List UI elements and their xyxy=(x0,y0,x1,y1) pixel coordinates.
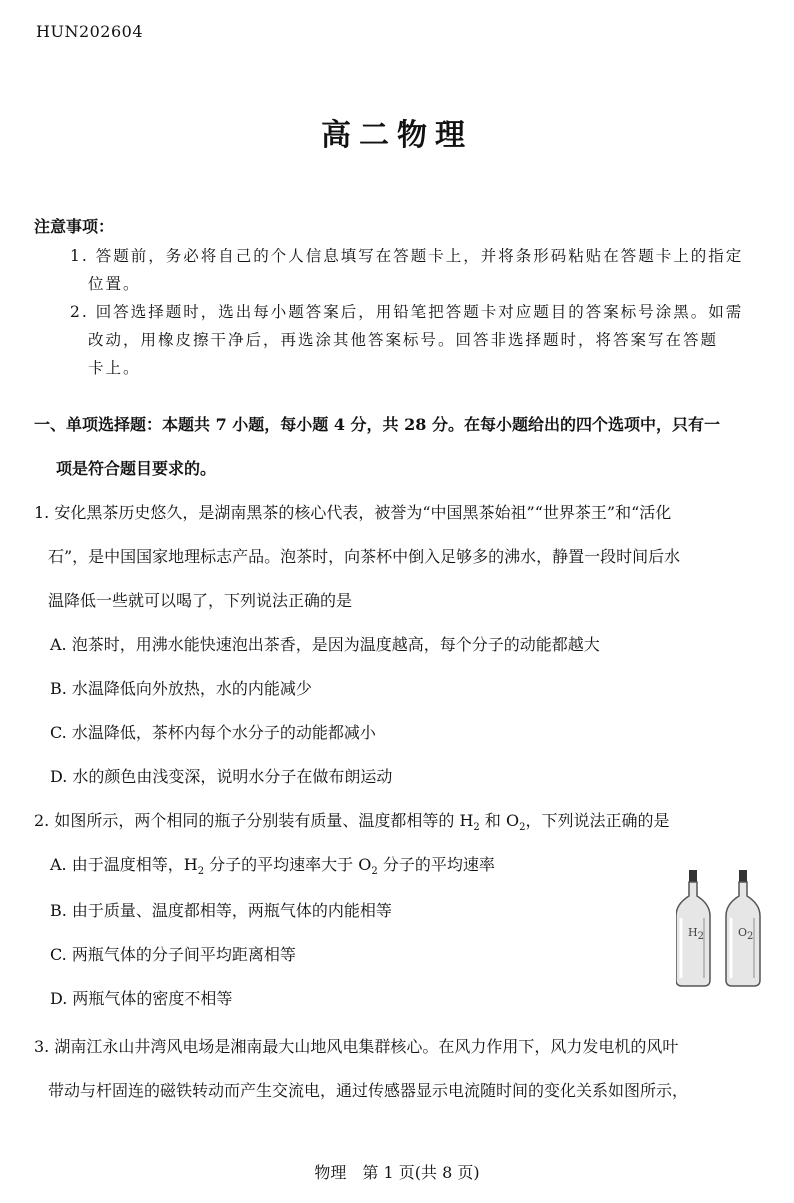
question-1-line-2: 石”，是中国国家地理标志产品。泡茶时，向茶杯中倒入足够多的沸水，静置一段时间后水 xyxy=(48,547,681,566)
bottle-label-h2: $H_2$ xyxy=(688,926,704,943)
notice-item-2-line-1: 2. 回答选择题时，选出每小题答案后，用铅笔把答题卡对应题目的答案标号涂黑。如需 xyxy=(70,303,744,321)
question-1-option-a: A. 泡茶时，用沸水能快速泡出茶香，是因为温度越高，每个分子的动能都越大 xyxy=(50,635,600,654)
question-2-option-a: A. 由于温度相等，$H_2$ 分子的平均速率大于 $O_2$ 分子的平均速率 xyxy=(50,855,495,878)
question-2-stem: 2. 如图所示，两个相同的瓶子分别装有质量、温度都相等的 $H_2$ 和 $O_2$，下列说法正确的是 xyxy=(34,811,670,834)
page-footer: 物理 第 1 页(共 8 页) xyxy=(314,1163,480,1182)
notice-item-2-line-2: 改动，用橡皮擦干净后，再选涂其他答案标号。回答非选择题时，将答案写在答题 xyxy=(88,331,719,349)
notice-item-2-line-3: 卡上。 xyxy=(88,359,141,377)
question-1-option-c: C. 水温降低，茶杯内每个水分子的动能都减小 xyxy=(50,723,376,742)
notice-item-1-line-1: 1. 答题前，务必将自己的个人信息填写在答题卡上，并将条形码粘贴在答题卡上的指定 xyxy=(70,247,744,265)
question-1-option-b: B. 水温降低向外放热，水的内能减少 xyxy=(50,679,312,698)
section-heading-line-1: 一、单项选择题：本题共 7 小题，每小题 4 分，共 28 分。在每小题给出的四个选项中，只有一 xyxy=(34,415,720,434)
exam-code: HUN202604 xyxy=(36,22,144,41)
page-title: 高二物理 xyxy=(321,118,473,153)
bottles-figure xyxy=(676,866,776,990)
question-2-option-d: D. 两瓶气体的密度不相等 xyxy=(50,989,233,1008)
section-heading-line-2: 项是符合题目要求的。 xyxy=(56,459,217,478)
bottle-label-o2: $O_2$ xyxy=(738,926,754,943)
notice-heading: 注意事项： xyxy=(34,217,115,236)
question-1-option-d: D. 水的颜色由浅变深，说明水分子在做布朗运动 xyxy=(50,767,393,786)
question-2-option-b: B. 由于质量、温度都相等，两瓶气体的内能相等 xyxy=(50,901,392,920)
notice-item-1-line-2: 位置。 xyxy=(88,275,141,293)
question-1-line-3: 温降低一些就可以喝了，下列说法正确的是 xyxy=(48,591,353,610)
question-3-line-1: 3. 湖南江永山井湾风电场是湘南最大山地风电集群核心。在风力作用下，风力发电机的风叶 xyxy=(34,1037,679,1056)
question-1-line-1: 1. 安化黑茶历史悠久，是湖南黑茶的核心代表，被誉为“中国黑茶始祖”“世界茶王”和“活化 xyxy=(34,503,672,522)
question-3-line-2: 带动与杆固连的磁铁转动而产生交流电，通过传感器显示电流随时间的变化关系如图所示， xyxy=(48,1081,689,1100)
question-2-option-c: C. 两瓶气体的分子间平均距离相等 xyxy=(50,945,296,964)
